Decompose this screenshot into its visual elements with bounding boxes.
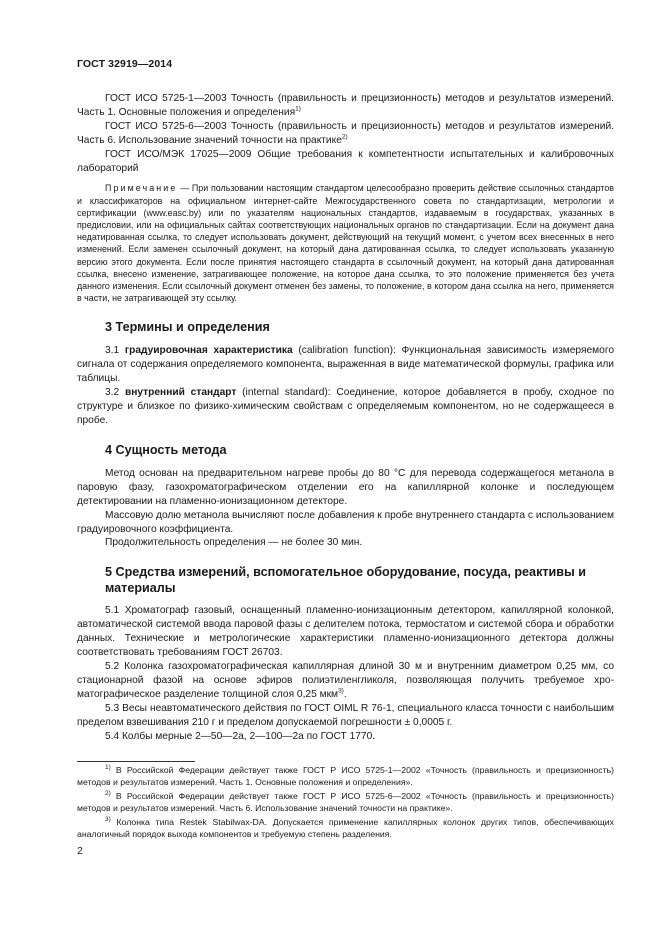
footnotes (77, 765, 614, 842)
method-paragraph: Метод основан на предварительном нагреве пробы до 80 °С для перевода содержащегося метанола в паровую фазу, газохроматографическом отделении его на капиллярной колонке и последующем детектировании на пламенно-ионизационном детекторе. (77, 467, 614, 507)
term-name: градуировочная характеристика (124, 345, 293, 357)
page-number: 2 (77, 845, 83, 857)
footnote: $^{1)}$ В Российской Федерации действует также ГОСТ Р ИСО 5725-1—2002 «Точность (правильность и прецизионность) методов и результатов измерений. Часть 1. Основные положения и определения». (77, 764, 614, 787)
term-definition: 3.1 градуировочная характеристика (calibration function): Функциональная зависимость измеряемого сигнала от содержания определяемого компонента, выраженная в виде математической формулы, графика или таблицы. (77, 345, 614, 385)
section-3-heading: 3 Термины и определения (105, 320, 270, 335)
method-paragraph: Продолжительность определения — не более 30 мин. (105, 537, 363, 549)
equipment-paragraph: 5.4 Колбы мерные 2—50—2а, 2—100—2а по ГОСТ 1770. (105, 730, 376, 742)
equipment-paragraph: 5.1 Хроматограф газовый, оснащенный пламенно-ионизационным детектором, капиллярной колонкой, автоматической системой ввода паровой фазы с делителем потока, термостатом и системой сбора и обработки данных. Технические и метрологические характеристики пламенно-ионизационного детектора должны соответствовать требованиям ГОСТ 26703. (77, 605, 614, 659)
note-paragraph: Примечание — При пользовании настоящим стандартом целесообразно проверить действие ссылочных стандартов и классификаторов на официальном интернет-сайте Межгосударственного совета по стандартизации, метрологии и сертификации (www.easc.by) или по указателям национальных стандартов, издаваемым в государствах, указанных в предисловии, или на официальных сайтах соответствующих национальных органов по стандартизации. Если на документ дана недатированная ссылка, то следует использовать документ, действующий на текущий момент, с учетом всех внесенных в него изменений. Если заменен ссылочный документ, на который дана датированная ссылка, то следует использовать указанную версию этого документа. Если после принятия настоящего стандарта в ссылочный документ, на который дана датированная ссылка, внесено изменение, затрагивающее положение, на которое дана ссылка, то это положение применяется без учета данного изменения. Если ссылочный документ отменен без замены, то положение, в котором дана ссылка на него, применяется в части, не затрагивающей эту ссылку. (77, 183, 614, 304)
note-label: Примечание (105, 183, 178, 194)
reference-item: ГОСТ ИСО 5725-6—2003 Точность (правильность и прецизионность) методов и результатов измерений. Часть 6. Использование значений точности на практике$^{2)}$ (77, 120, 614, 146)
method-paragraph: Массовую долю метанола вычисляют после добавления к пробе внутреннего стандарта с использованием градуировочного коэффициента. (77, 509, 614, 535)
footnote: $^{3)}$ Колонка типа Restek Stabilwax-DA. Допускается применение капиллярных колонок других типов, обеспечивающих аналогичный порядок выхода компонентов и требуемую степень разделения. (77, 815, 614, 839)
term-definition: 3.2 внутренний стандарт (internal standard): Соединение, которое добавляется в пробу, сходное по структуре и близкое по физико-химическим свойствам с определяемым компонентом, но не содержащееся в пробе. (77, 387, 615, 426)
term-name: внутренний стандарт (124, 387, 237, 399)
equipment-paragraph: 5.3 Весы неавтоматического действия по ГОСТ OIML R 76-1, специального класса точности с наибольшим пределом взвешивания 210 г и пределом допускаемой погрешности ± 0,0005 г. (77, 702, 614, 728)
page-header: ГОСТ 32919—2014 (77, 58, 173, 70)
equipment-paragraph: 5.2 Колонка газохроматографическая капиллярная длиной 30 м и внутренним диаметром 0,25 мм, со стационарной фазой на основе эфиров полиэтиленгликоля, позволяющая получить требуемое хроматографическое разделение толщиной слоя 0,25 мкм$^{3)}$. (77, 660, 614, 700)
section-5-heading: 5 Средства измерений, вспомогательное оборудование, посуда, реактивы и материалы (105, 565, 587, 596)
footnote: $^{2)}$ В Российской Федерации действует также ГОСТ Р ИСО 5725-6—2002 «Точность (правильность и прецизионность) методов и результатов измерений. Часть 6. Использование значений точности на практике». (77, 789, 614, 813)
reference-item: ГОСТ ИСО/МЭК 17025—2009 Общие требования к компетентности испытательных и калибровочных лабораторий (77, 148, 614, 174)
section-4-heading: 4 Сущность метода (105, 442, 227, 457)
page-content (77, 92, 614, 743)
reference-item: ГОСТ ИСО 5725-1—2003 Точность (правильность и прецизионность) методов и результатов измерений. Часть 1. Основные положения и определения$^{1)}$ (77, 93, 614, 118)
footnote-separator (77, 761, 195, 762)
